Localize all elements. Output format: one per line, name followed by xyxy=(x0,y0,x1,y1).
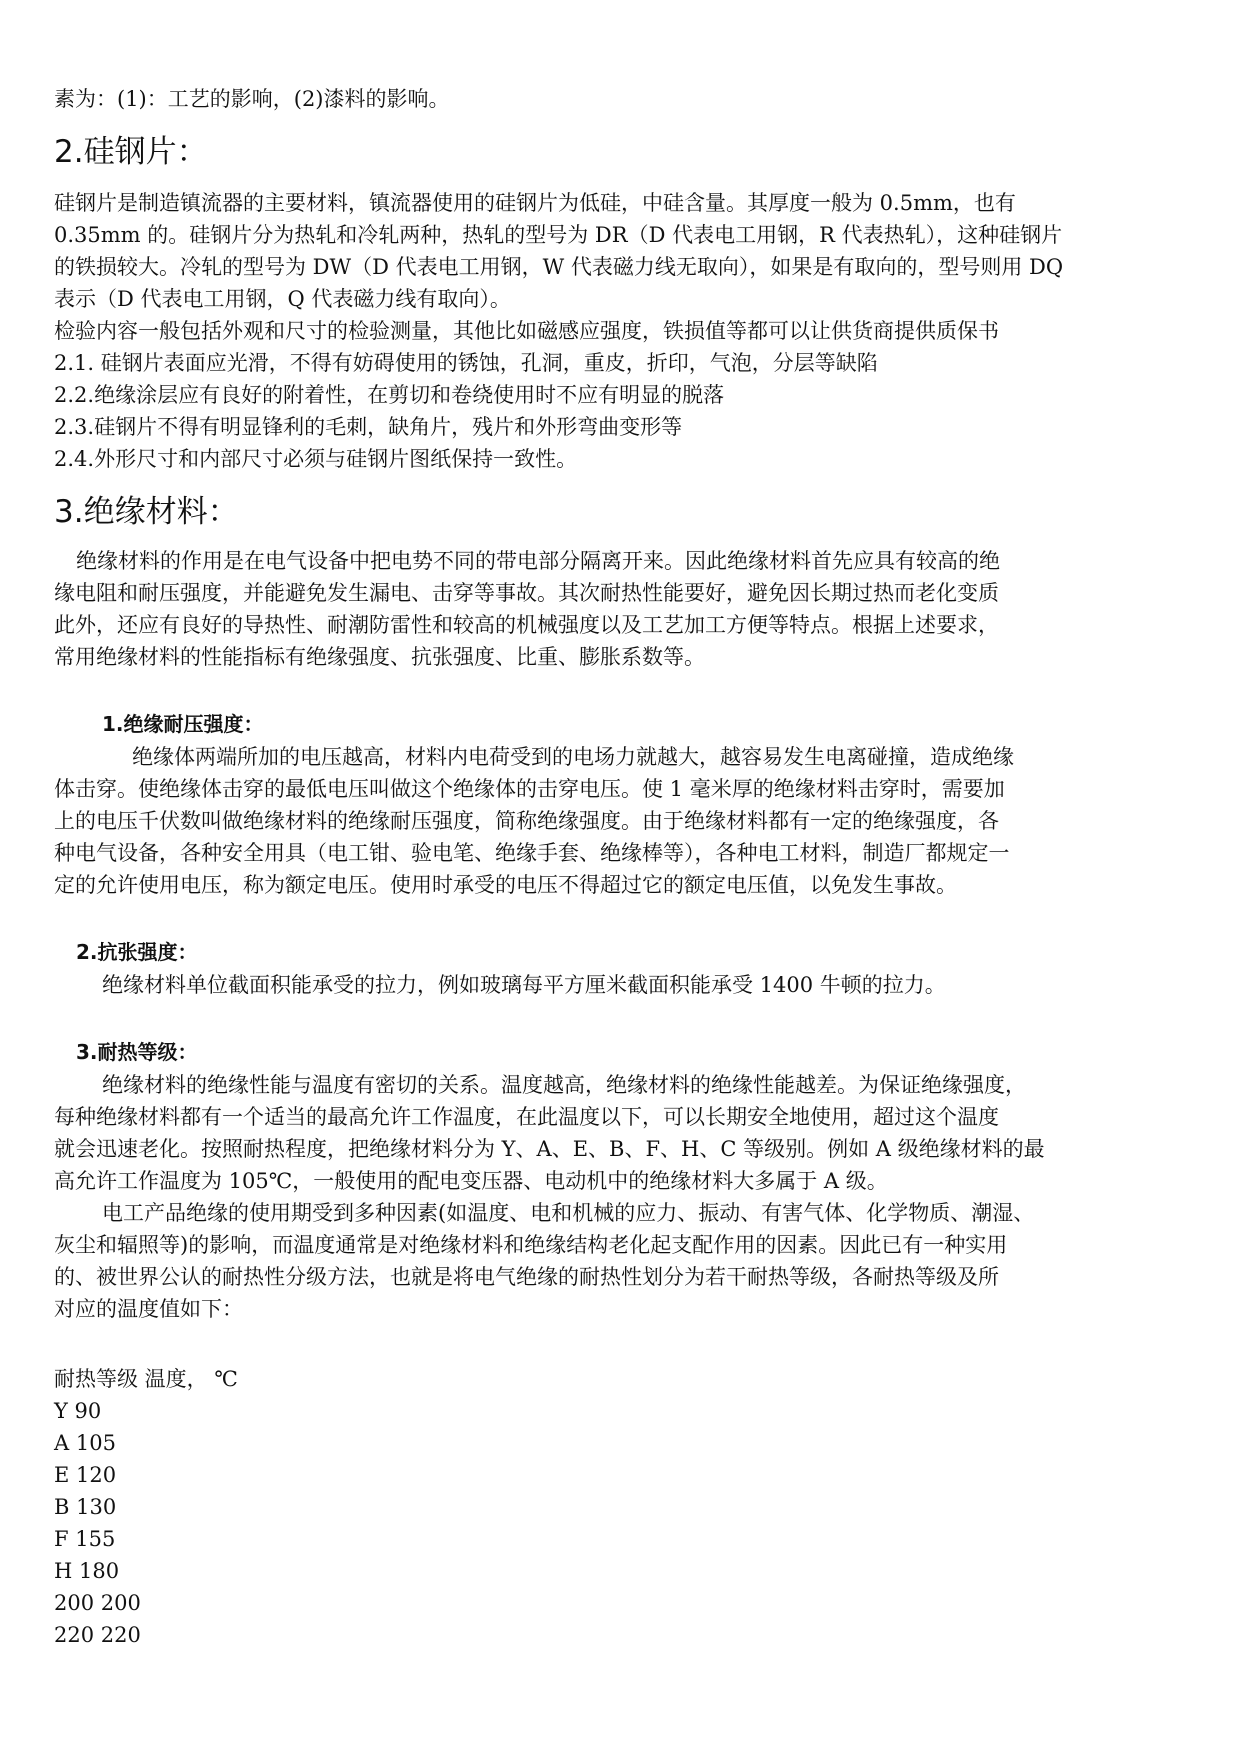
subsection-1-line: 绝缘体两端所加的电压越高，材料内电荷受到的电场力就越大，越容易发生电离碰撞，造成绝缘 xyxy=(132,745,1014,769)
section-2-para-line: 的铁损较大。冷轧的型号为 DW（D 代表电工用钢，W 代表磁力线无取向），如果是有取向的，型号则用 DQ xyxy=(54,255,1064,279)
heat-class-row: B 130 xyxy=(54,1495,117,1519)
section-3-heading: 3.绝缘材料： xyxy=(54,494,239,530)
subsection-1-line: 体击穿。使绝缘体击穿的最低电压叫做这个绝缘体的击穿电压。使 1 毫米厚的绝缘材料击穿时，需要加 xyxy=(54,777,1005,801)
section-2-para-line: 0.35mm 的。硅钢片分为热轧和冷轧两种，热轧的型号为 DR（D 代表电工用钢，R 代表热轧），这种硅钢片 xyxy=(54,223,1063,247)
section-3-para-line: 绝缘材料的作用是在电气设备中把电势不同的带电部分隔离开来。因此绝缘材料首先应具有较高的绝 xyxy=(76,549,1000,573)
subsection-1-heading: 1.绝缘耐压强度： xyxy=(102,712,264,736)
section-3-para-line: 缘电阻和耐压强度，并能避免发生漏电、击穿等事故。其次耐热性能要好，避免因长期过热而老化变质 xyxy=(54,581,999,605)
heat-class-row: Y 90 xyxy=(54,1399,102,1423)
inspection-item: 2.4.外形尺寸和内部尺寸必须与硅钢片图纸保持一致性。 xyxy=(54,447,578,471)
subsection-2-heading: 2.抗张强度： xyxy=(76,940,198,964)
subsection-3-line: 绝缘材料的绝缘性能与温度有密切的关系。温度越高，绝缘材料的绝缘性能越差。为保证绝缘强度， xyxy=(102,1073,1026,1097)
subsection-3-line: 灰尘和辐照等)的影响，而温度通常是对绝缘材料和绝缘结构老化起支配作用的因素。因此已有一种实用 xyxy=(54,1233,1008,1257)
section-2-para-line: 硅钢片是制造镇流器的主要材料，镇流器使用的硅钢片为低硅，中硅含量。其厚度一般为 0.5mm，也有 xyxy=(54,191,1016,215)
inspection-line: 检验内容一般包括外观和尺寸的检验测量，其他比如磁感应强度，铁损值等都可以让供货商提供质保书 xyxy=(54,319,999,343)
subsection-3-line: 对应的温度值如下： xyxy=(54,1297,243,1321)
subsection-1-line: 种电气设备，各种安全用具（电工钳、验电笔、绝缘手套、绝缘棒等），各种电工材料，制造厂都规定一 xyxy=(54,841,1010,865)
inspection-item: 2.1. 硅钢片表面应光滑，不得有妨碍使用的锈蚀，孔洞，重皮，折印，气泡，分层等缺陷 xyxy=(54,351,878,375)
section-3-para-line: 此外，还应有良好的导热性、耐潮防雷性和较高的机械强度以及工艺加工方便等特点。根据上述要求， xyxy=(54,613,999,637)
heat-class-table-header: 耐热等级 温度， ℃ xyxy=(54,1367,238,1391)
subsection-3-line: 的、被世界公认的耐热性分级方法，也就是将电气绝缘的耐热性划分为若干耐热等级，各耐热等级及所 xyxy=(54,1265,999,1289)
heat-class-row: E 120 xyxy=(54,1463,117,1487)
subsection-2-line: 绝缘材料单位截面积能承受的拉力，例如玻璃每平方厘米截面积能承受 1400 牛顿的拉力。 xyxy=(102,973,946,997)
subsection-3-line: 就会迅速老化。按照耐热程度，把绝缘材料分为 Y、A、E、B、F、H、C 等级别。例如 A 级绝缘材料的最 xyxy=(54,1137,1045,1161)
section-3-para-line: 常用绝缘材料的性能指标有绝缘强度、抗张强度、比重、膨胀系数等。 xyxy=(54,645,705,669)
heat-class-row: 220 220 xyxy=(54,1623,141,1647)
subsection-3-line: 每种绝缘材料都有一个适当的最高允许工作温度，在此温度以下，可以长期安全地使用，超过这个温度 xyxy=(54,1105,999,1129)
subsection-1-line: 上的电压千伏数叫做绝缘材料的绝缘耐压强度，简称绝缘强度。由于绝缘材料都有一定的绝缘强度，各 xyxy=(54,809,999,833)
subsection-3-heading: 3.耐热等级： xyxy=(76,1040,198,1064)
heat-class-row: H 180 xyxy=(54,1559,120,1583)
inspection-item: 2.2.绝缘涂层应有良好的附着性，在剪切和卷绕使用时不应有明显的脱落 xyxy=(54,383,725,407)
heat-class-row: A 105 xyxy=(54,1431,116,1455)
heat-class-row: 200 200 xyxy=(54,1591,141,1615)
inspection-item: 2.3.硅钢片不得有明显锋利的毛刺，缺角片，残片和外形弯曲变形等 xyxy=(54,415,683,439)
subsection-1-line: 定的允许使用电压，称为额定电压。使用时承受的电压不得超过它的额定电压值，以免发生事故。 xyxy=(54,873,957,897)
subsection-3-line: 高允许工作温度为 105℃，一般使用的配电变压器、电动机中的绝缘材料大多属于 A 级。 xyxy=(54,1169,888,1193)
subsection-3-line: 电工产品绝缘的使用期受到多种因素(如温度、电和机械的应力、振动、有害气体、化学物质、潮湿、 xyxy=(102,1201,1035,1225)
heat-class-row: F 155 xyxy=(54,1527,116,1551)
intro-line: 素为：(1)：工艺的影响，(2)漆料的影响。 xyxy=(54,87,450,111)
section-2-para-line: 表示（D 代表电工用钢，Q 代表磁力线有取向）。 xyxy=(54,287,511,311)
section-2-heading: 2.硅钢片： xyxy=(54,134,208,170)
